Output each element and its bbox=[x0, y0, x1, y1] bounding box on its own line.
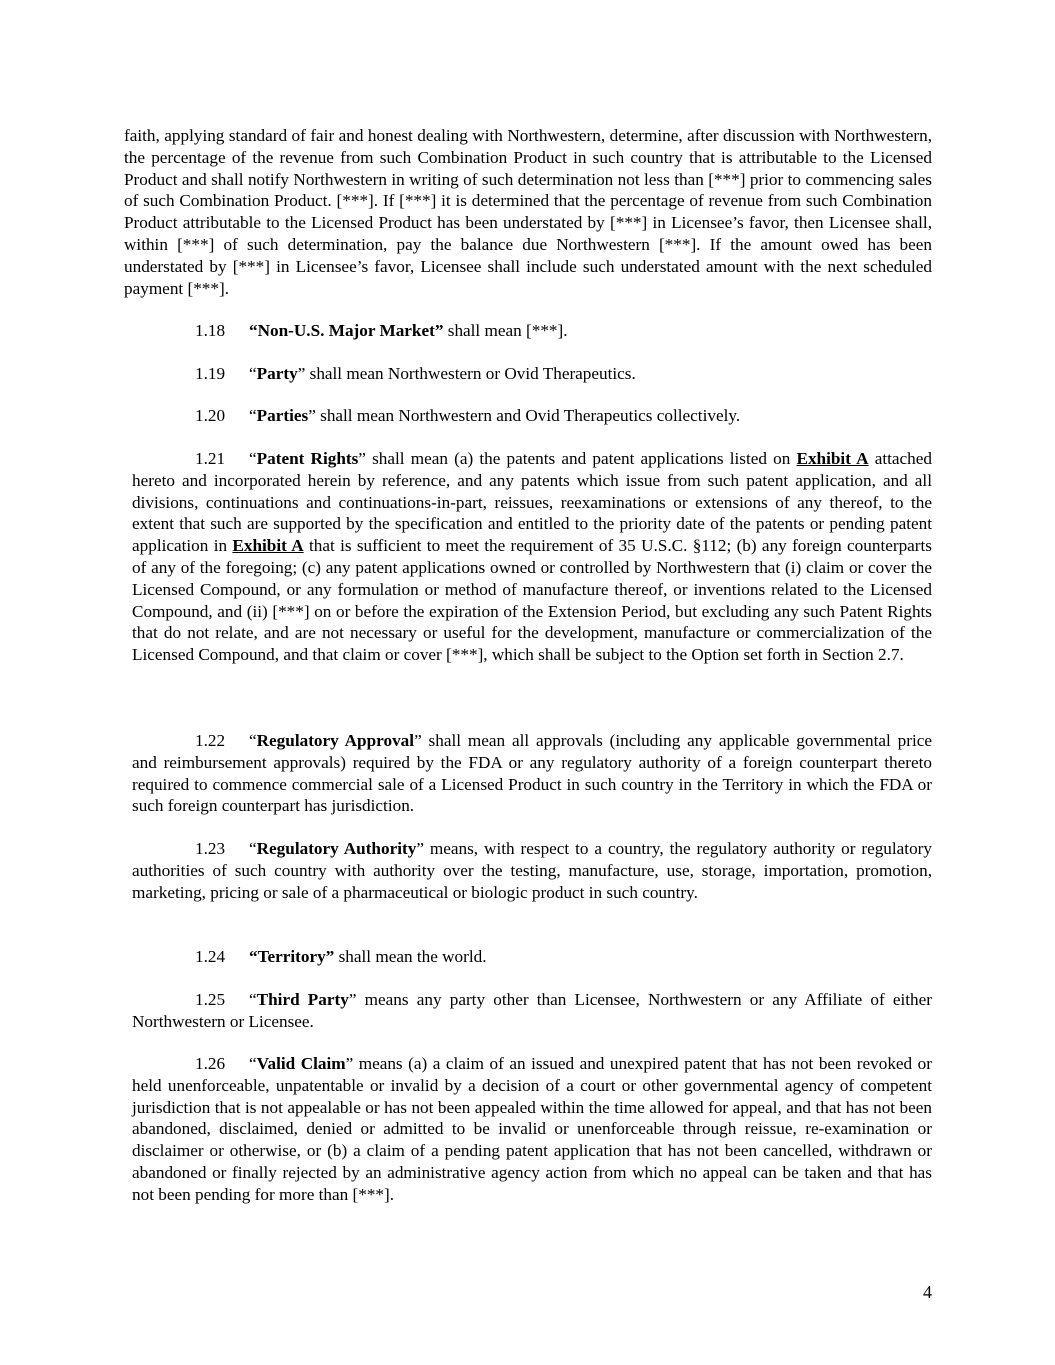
section-1-22 bbox=[132, 730, 932, 817]
close-quote: ” bbox=[416, 839, 424, 858]
section-1-25 bbox=[132, 989, 932, 1033]
defined-term: Patent Rights bbox=[256, 449, 359, 468]
section-number: 1.23 bbox=[195, 839, 226, 858]
section-number: 1.26 bbox=[195, 1054, 226, 1073]
open-quote: “ bbox=[249, 406, 257, 425]
open-quote: “ bbox=[249, 1054, 257, 1073]
definition-text: means (a) a claim of an issued and unexpired patent that has not been revoked or held unenforceable, unpatentable or invalid by a decision of a court or other governmental agency of competent jurisdiction that is not appealable or has not been appealed within the time allowed for appeal, and that has not been abandoned, disclaimed, denied or admitted to be invalid or unenforceable through reissue, re-examination or disclaimer or otherwise, or (b) a claim of a pending patent application that has not been cancelled, withdrawn or abandoned or finally rejected by an administrative agency action from which no appeal can be taken and that has not been pending for more than [***]. bbox=[132, 1054, 932, 1204]
close-quote: ” bbox=[414, 731, 422, 750]
close-quote: ” bbox=[345, 1054, 354, 1073]
exhibit-a-reference: Exhibit A bbox=[232, 536, 304, 556]
section-number: 1.18 bbox=[195, 321, 226, 340]
close-quote: ” bbox=[358, 449, 366, 468]
defined-term: Parties bbox=[256, 406, 309, 425]
close-quote: ” bbox=[348, 990, 357, 1009]
definition-text: shall mean [***]. bbox=[443, 321, 568, 340]
exhibit-a-reference: Exhibit A bbox=[796, 449, 869, 468]
close-quote: ” bbox=[308, 406, 316, 425]
open-quote: “ bbox=[249, 839, 257, 858]
definition-text: shall mean Northwestern or Ovid Therapeutics. bbox=[305, 364, 636, 383]
section-number: 1.24 bbox=[195, 947, 226, 966]
definition-text: shall mean all approvals (including any applicable governmental price and reimbursement approvals) required by the FDA or any regulatory authority of a foreign counterpart thereto required to commence commercial sale of a Licensed Product in such country in the Territory in which the FDA or such foreign counterpart has jurisdiction. bbox=[132, 731, 932, 816]
definition-text: that is sufficient to meet the requirement of 35 U.S.C. §112; (b) any foreign counterparts of any of the foregoing; (c) any patent applications owned or controlled by Northwestern that (i) claim or cover the Licensed Compound, or any formulation or method of manufacture thereof, or inventions related to the Licensed Compound, and (ii) [***] on or before the expiration of the Extension Period, but excluding any such Patent Rights that do not relate, and are not necessary or useful for the development, manufacture or commercialization of the Licensed Compound, and that claim or cover [***], which shall be subject to the Option set forth in Section 2.7. bbox=[132, 536, 932, 665]
section-1-23 bbox=[132, 838, 932, 903]
defined-term: Third Party bbox=[256, 990, 349, 1009]
definition-text: shall mean the world. bbox=[334, 947, 487, 966]
defined-term: “Non-U.S. Major Market” bbox=[249, 321, 444, 340]
defined-term: Party bbox=[256, 364, 298, 383]
defined-term: “Territory” bbox=[249, 947, 335, 966]
section-number: 1.20 bbox=[195, 406, 226, 425]
continuation-paragraph: faith, applying standard of fair and honest dealing with Northwestern, determine, after discussion with Northwestern, the percentage of the revenue from such Combination Product in such country that is attributable to the Licensed Product and shall notify Northwestern in writing of such determination not less than [***] prior to commencing sales of such Combination Product. [***]. If [***] it is determined that the percentage of revenue from such Combination Product attributable to the Licensed Product has been understated by [***] in Licensee’s favor, then Licensee shall, within [***] of such determination, pay the balance due Northwestern [***]. If the amount owed has been understated by [***] in Licensee’s favor, Licensee shall include such understated amount with the next scheduled payment [***]. bbox=[124, 126, 932, 298]
section-1-26 bbox=[132, 1053, 932, 1206]
defined-term: Valid Claim bbox=[256, 1054, 346, 1073]
section-number: 1.19 bbox=[195, 364, 226, 383]
section-1-24 bbox=[132, 946, 932, 968]
section-1-20 bbox=[132, 405, 932, 427]
definition-text: shall mean (a) the patents and patent applications listed on bbox=[365, 449, 797, 468]
open-quote: “ bbox=[249, 364, 257, 383]
section-number: 1.21 bbox=[195, 449, 226, 468]
section-1-21 bbox=[132, 448, 932, 666]
defined-term: Regulatory Approval bbox=[256, 731, 415, 750]
section-number: 1.22 bbox=[195, 731, 226, 750]
defined-term: Regulatory Authority bbox=[256, 839, 417, 858]
definition-text: shall mean Northwestern and Ovid Therapeutics collectively. bbox=[315, 406, 741, 425]
section-number: 1.25 bbox=[195, 990, 226, 1009]
open-quote: “ bbox=[249, 731, 257, 750]
page-number: 4 bbox=[923, 1282, 932, 1302]
open-quote: “ bbox=[249, 449, 257, 468]
open-quote: “ bbox=[249, 990, 257, 1009]
section-1-18 bbox=[132, 320, 932, 342]
definition-text: means, with respect to a country, the regulatory authority or regulatory authorities of such country with authority over the testing, manufacture, use, storage, importation, promotion, marketing, pricing or sale of a pharmaceutical or biologic product in such country. bbox=[132, 839, 932, 902]
close-quote: ” bbox=[297, 364, 306, 383]
section-1-19 bbox=[132, 363, 932, 385]
definition-text: means any party other than Licensee, Northwestern or any Affiliate of either Northwestern or Licensee. bbox=[132, 990, 932, 1031]
definition-text: attached hereto and incorporated herein by reference, and any patents which issue from such patent application, and all divisions, continuations and continuations-in-part, reissues, reexaminations or extensions of any thereof, to the extent that such are supported by the specification and entitled to the priority date of the patents or pending patent application in bbox=[132, 449, 932, 556]
